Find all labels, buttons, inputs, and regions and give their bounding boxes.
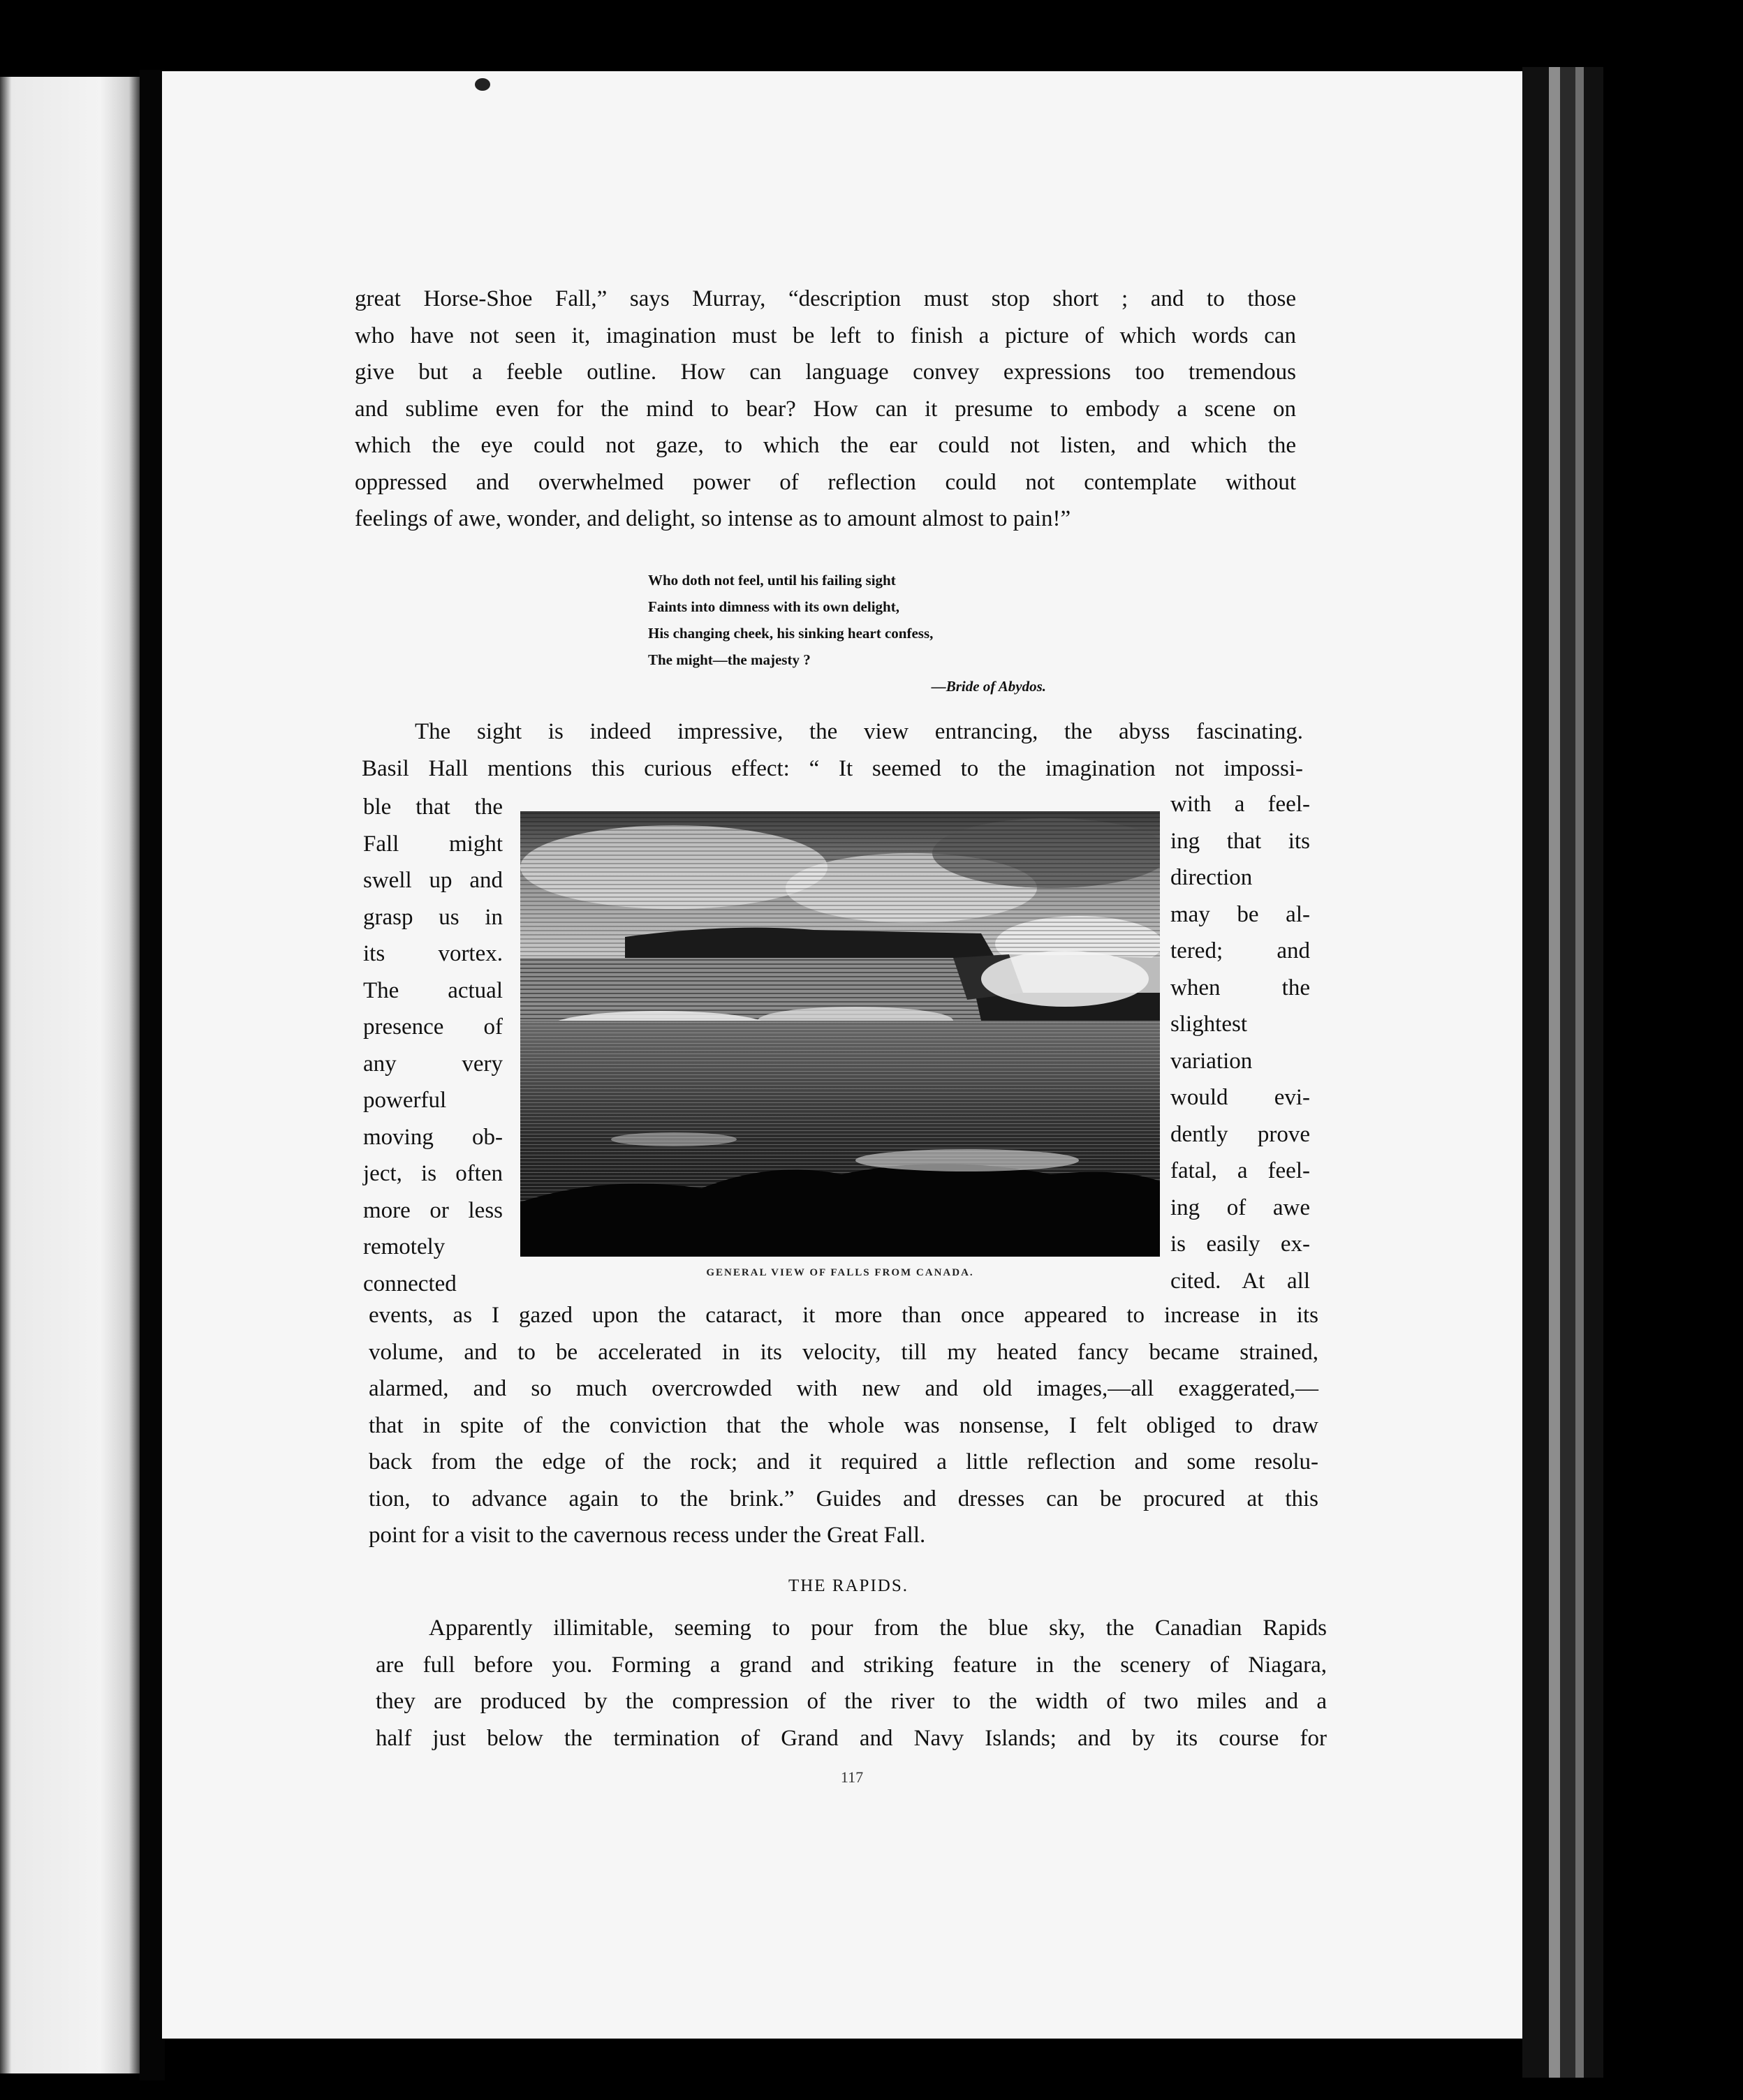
text-line: moving ob- xyxy=(363,1124,503,1150)
text-line: Basil Hall mentions this curious effect: “ It seemed to the imagination not impossi- xyxy=(362,755,1303,781)
text-line: remotely xyxy=(363,1234,446,1259)
text-line: presence of xyxy=(363,1014,503,1040)
text-line: alarmed, and so much overcrowded with new and old images,—all exaggerated,— xyxy=(369,1376,1318,1401)
text-line: ble that the xyxy=(363,794,503,820)
text-line: The actual xyxy=(363,977,503,1003)
ornament-icon xyxy=(475,78,490,91)
text-line: events, as I gazed upon the cataract, it more than once appeared to increase in its xyxy=(369,1303,1318,1328)
text-line: give but a feeble outline. How can language convey expressions too tremendous xyxy=(355,360,1296,385)
text-line: great Horse-Shoe Fall,” says Murray, “description must stop short ; and to those xyxy=(355,286,1296,311)
verse-line: The might—the majesty ? xyxy=(648,651,811,668)
text-line: any very xyxy=(363,1051,503,1077)
text-line: powerful xyxy=(363,1088,447,1113)
text-line: point for a visit to the cavernous recess under the Great Fall. xyxy=(369,1523,926,1548)
text-line: Apparently illimitable, seeming to pour from the blue sky, the Canadian Rapids xyxy=(429,1615,1327,1641)
text-line: half just below the termination of Grand and Navy Islands; and by its course for xyxy=(376,1725,1327,1751)
text-line: ing of awe xyxy=(1170,1195,1310,1220)
wrap-column-right xyxy=(1170,786,1310,1299)
paragraph-continuation xyxy=(369,1297,1318,1554)
text-line: its vortex. xyxy=(363,941,503,966)
text-line: more or less xyxy=(363,1197,503,1223)
text-line: with a feel- xyxy=(1170,792,1310,817)
text-line: dently prove xyxy=(1170,1121,1310,1147)
text-line: grasp us in xyxy=(363,904,503,930)
wrap-column-left xyxy=(363,789,503,1302)
text-line: volume, and to be accelerated in its velocity, till my heated fancy became strained, xyxy=(369,1339,1318,1365)
text-line: they are produced by the compression of the river to the width of two miles and a xyxy=(376,1689,1327,1714)
page-edge-stack xyxy=(1549,67,1560,2078)
text-line: and sublime even for the mind to bear? How can it presume to embody a scene on xyxy=(355,396,1296,422)
verse-line: His changing cheek, his sinking heart confess, xyxy=(648,625,934,642)
text-line: feelings of awe, wonder, and delight, so intense as to amount almost to pain!” xyxy=(355,506,1071,531)
text-line: when the xyxy=(1170,975,1310,1000)
verse-attribution: —Bride of Abydos. xyxy=(931,678,1046,695)
paragraph-basil-hall xyxy=(362,713,1303,787)
page-edge-stack xyxy=(1575,67,1584,2078)
text-line: slightest xyxy=(1170,1012,1248,1037)
book-gutter xyxy=(140,70,165,2080)
text-line: ject, is often xyxy=(363,1161,503,1186)
verse-line: Faints into dimness with its own delight, xyxy=(648,598,899,615)
text-line: ing that its xyxy=(1170,828,1310,854)
text-line: that in spite of the conviction that the whole was nonsense, I felt obliged to draw xyxy=(369,1412,1318,1438)
text-line: may be al- xyxy=(1170,901,1310,927)
text-line: are full before you. Forming a grand and striking feature in the scenery of Niagara, xyxy=(376,1652,1327,1678)
text-line: The sight is indeed impressive, the view entrancing, the abyss fascinating. xyxy=(415,719,1303,744)
text-line: oppressed and overwhelmed power of reflection could not contemplate without xyxy=(355,469,1296,495)
page-edge-stack xyxy=(1560,67,1575,2078)
figure-caption: GENERAL VIEW OF FALLS FROM CANADA. xyxy=(706,1267,974,1278)
page-edge-stack xyxy=(1584,67,1603,2078)
paragraph-rapids xyxy=(376,1610,1327,1757)
text-line: Fall might xyxy=(363,831,503,857)
text-line: which the eye could not gaze, to which the ear could not listen, and which the xyxy=(355,433,1296,458)
text-line: direction xyxy=(1170,865,1253,890)
text-line: connected xyxy=(363,1271,457,1296)
text-line: tered; and xyxy=(1170,938,1310,963)
engraving-falls-from-canada xyxy=(520,811,1160,1257)
text-line: swell up and xyxy=(363,868,503,893)
page-edge-stack xyxy=(1522,67,1549,2078)
paragraph-murray-quote xyxy=(355,281,1296,538)
text-line: who have not seen it, imagination must be left to finish a picture of which words can xyxy=(355,323,1296,348)
facing-page-edge xyxy=(0,77,143,2073)
text-line: fatal, a feel- xyxy=(1170,1158,1310,1183)
text-line: back from the edge of the rock; and it required a little reflection and some resolu- xyxy=(369,1449,1318,1474)
page-number: 117 xyxy=(840,1768,864,1786)
verse-line: Who doth not feel, until his failing sight xyxy=(648,572,896,589)
section-heading: THE RAPIDS. xyxy=(788,1576,909,1595)
text-line: is easily ex- xyxy=(1170,1232,1310,1257)
text-line: cited. At all xyxy=(1170,1268,1310,1294)
text-line: tion, to advance again to the brink.” Guides and dresses can be procured at this xyxy=(369,1486,1318,1511)
text-line: would evi- xyxy=(1170,1085,1310,1110)
verse-quotation xyxy=(648,567,1053,700)
text-line: variation xyxy=(1170,1048,1253,1074)
